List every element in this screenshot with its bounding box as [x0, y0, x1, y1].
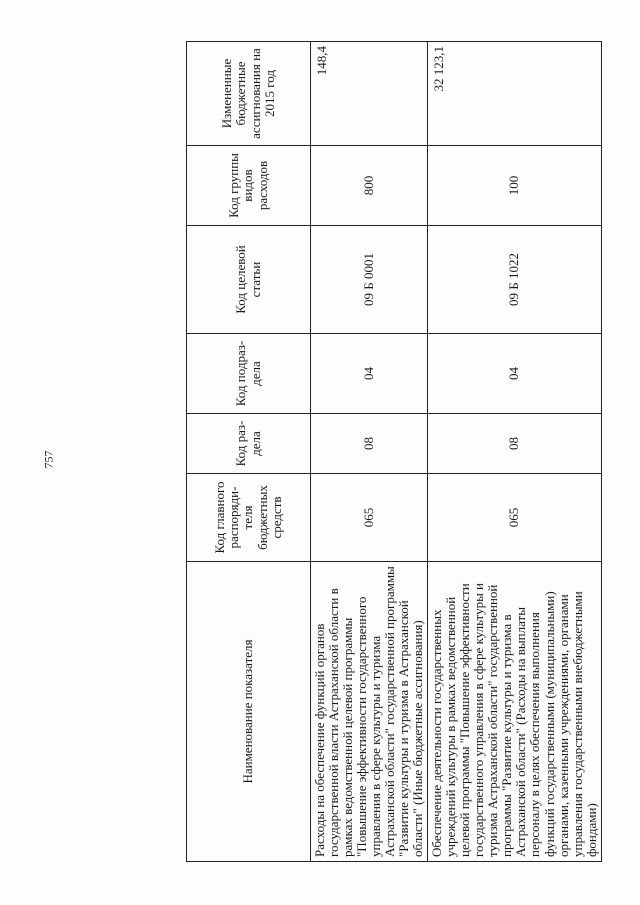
row-podrazdel-code: 04 — [311, 334, 428, 414]
row-target-article-code: 09 Б 0001 — [311, 226, 428, 334]
header-podrazdel-code: Код подраз-дела — [187, 334, 311, 414]
row-razdel-code: 08 — [428, 414, 601, 474]
row-target-article-code: 09 Б 1022 — [428, 226, 601, 334]
header-expense-group-code: Код группы видов расходов — [187, 146, 311, 226]
row-grbs-code: 065 — [428, 474, 601, 562]
budget-table — [186, 41, 602, 862]
row-name: Расходы на обеспечение функций органов государственной власти Астраханской области в рамках ведомственной целевой программы "Повышение эффективности государственного управления в сфере культуры и туризма Астраханской области" государственной программы "Развитие культуры и туризма в Астраханской области" (Иные бюджетные ассигнования) — [311, 562, 428, 862]
row-podrazdel-code: 04 — [428, 334, 601, 414]
table-row — [311, 42, 428, 862]
row-amount: 32 123,1 — [428, 42, 601, 146]
row-amount: 148,4 — [311, 42, 428, 146]
header-name: Наименование показателя — [187, 562, 311, 862]
header-target-article-code: Код целевой статьи — [187, 226, 311, 334]
header-razdel-code: Код раз-дела — [187, 414, 311, 474]
page-number: 757 — [41, 450, 56, 469]
row-grbs-code: 065 — [311, 474, 428, 562]
header-amount-2015: Измененные бюджетные ассигнования на 2015 год — [187, 42, 311, 146]
rotated-page-content — [186, 42, 599, 862]
row-expense-group-code: 800 — [311, 146, 428, 226]
table-row — [428, 42, 601, 862]
row-expense-group-code: 100 — [428, 146, 601, 226]
header-grbs-code: Код главного распоряди-теля бюджетных средств — [187, 474, 311, 562]
row-razdel-code: 08 — [311, 414, 428, 474]
row-name: Обеспечение деятельности государственных учреждений культуры в рамках ведомственной целевой программы "Повышение эффективности государственного управления в сфере культуры и туризма Астраханской области" государственной программы "Развитие культуры и туризма в Астраханской области" (Расходы на выплаты персоналу в целях обеспечения выполнения функций государственными (муниципальными) органами, казенными учреждениями, органами управления государственными внебюджетными фондами) — [428, 562, 601, 862]
table-header-row — [187, 42, 311, 862]
